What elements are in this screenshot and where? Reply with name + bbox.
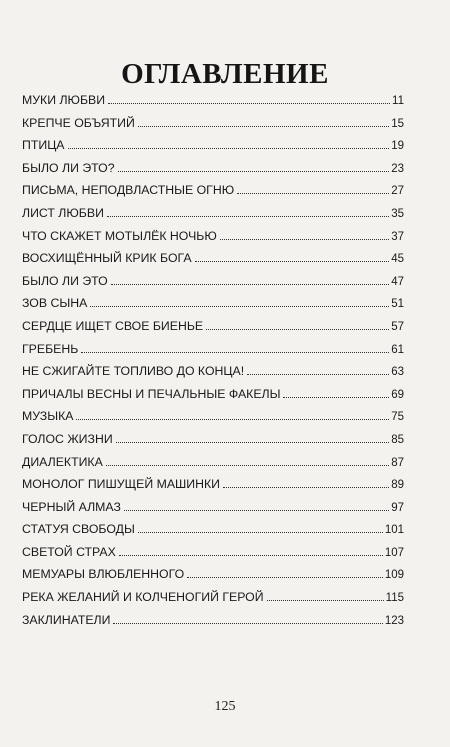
dot-leader [108, 103, 390, 104]
toc-entry [22, 518, 404, 541]
toc-entry-title: ПРИЧАЛЫ ВЕСНЫ И ПЕЧАЛЬНЫЕ ФАКЕЛЫ [22, 386, 281, 401]
toc-entry [22, 202, 404, 225]
toc-entry-page: 87 [391, 456, 404, 469]
toc-entry-page: 85 [391, 433, 404, 446]
toc-entry-page: 37 [391, 230, 404, 243]
toc-entry-title: СТАТУЯ СВОБОДЫ [22, 522, 135, 537]
dot-leader [111, 284, 390, 285]
toc-entry [22, 405, 404, 428]
page-number: 125 [214, 699, 236, 714]
toc-entry-page: 23 [391, 162, 404, 175]
toc-entry-page: 123 [384, 614, 404, 627]
toc-entry-title: НЕ СЖИГАЙТЕ ТОПЛИВО ДО КОНЦА! [22, 364, 245, 379]
toc-entry-page: 89 [391, 479, 404, 492]
toc-entry-title: МУЗЫКА [22, 409, 74, 424]
dot-leader [90, 306, 389, 307]
toc-entry-page: 69 [391, 388, 404, 401]
toc-entry-title: МОНОЛОГ ПИШУЩЕЙ МАШИНКИ [22, 477, 221, 492]
toc-entry-page: 35 [391, 207, 404, 220]
toc-entry-page: 97 [391, 501, 404, 514]
toc-entry-title: ЗАКЛИНАТЕЛИ [22, 612, 111, 627]
toc-entry-title: ПИСЬМА, НЕПОДВЛАСТНЫЕ ОГНЮ [22, 183, 235, 198]
toc-entry-page: 15 [391, 117, 404, 130]
dot-leader [138, 532, 383, 533]
toc-entry-title: БЫЛО ЛИ ЭТО? [22, 160, 115, 175]
toc-entry [22, 247, 404, 270]
toc-entry-title: СЕРДЦЕ ИЩЕТ СВОЕ БИЕНЬЕ [22, 318, 204, 333]
toc-entry [22, 473, 404, 496]
toc-entry-page: 47 [391, 275, 404, 288]
toc-entry-page: 101 [384, 524, 404, 537]
toc-entry-title: МУКИ ЛЮБВИ [22, 93, 106, 107]
toc-entry [22, 270, 404, 293]
toc-entry [22, 428, 404, 451]
toc-entry [22, 451, 404, 474]
toc-entry [22, 563, 404, 586]
toc-entry-title: ЛИСТ ЛЮБВИ [22, 205, 104, 220]
toc-entry [22, 541, 404, 564]
toc-entry-title: ГРЕБЕНЬ [22, 341, 79, 356]
toc-entry [22, 360, 404, 383]
toc-entry-title: ЗОВ СЫНА [22, 296, 88, 311]
dot-leader [247, 374, 389, 375]
toc-entry-title: ПТИЦА [22, 138, 65, 153]
toc-entry [22, 292, 404, 315]
dot-leader [237, 193, 389, 194]
dot-leader [187, 577, 383, 578]
toc-entry [22, 89, 404, 112]
toc-entry-title: ЧТО СКАЖЕТ МОТЫЛЁК НОЧЬЮ [22, 228, 217, 243]
toc-entry [22, 586, 404, 609]
page-title: ОГЛАВЛЕНИЕ [121, 58, 329, 90]
toc-entry [22, 112, 404, 135]
toc-entry-page: 63 [391, 366, 404, 379]
toc-entry-page: 51 [391, 298, 404, 311]
dot-leader [195, 261, 390, 262]
toc-entry-page: 11 [392, 95, 404, 107]
toc-entry-page: 75 [391, 411, 404, 424]
toc-entry-page: 61 [391, 343, 404, 356]
toc-entry [22, 496, 404, 519]
toc-entry-page: 109 [384, 569, 404, 582]
toc-entry-title: БЫЛО ЛИ ЭТО [22, 273, 108, 288]
dot-leader [107, 216, 389, 217]
toc-entry [22, 134, 404, 157]
dot-leader [223, 487, 389, 488]
toc-entry-page: 115 [385, 592, 404, 605]
toc-entry-title: РЕКА ЖЕЛАНИЙ И КОЛЧЕНОГИЙ ГЕРОЙ [22, 590, 264, 605]
toc-entry [22, 179, 404, 202]
toc-entry-title: ГОЛОС ЖИЗНИ [22, 431, 113, 446]
toc-entry [22, 157, 404, 180]
toc-entry-title: МЕМУАРЫ ВЛЮБЛЕННОГО [22, 567, 185, 582]
toc-entry-title: ВОСХИЩЁННЫЙ КРИК БОГА [22, 251, 192, 266]
toc-entry-page: 45 [391, 253, 404, 266]
toc-entry-page: 107 [384, 546, 404, 559]
toc-entry-title: ЧЕРНЫЙ АЛМАЗ [22, 499, 121, 514]
toc-entry [22, 225, 404, 248]
dot-leader [283, 397, 389, 398]
dot-leader [206, 329, 389, 330]
toc-entry-page: 57 [391, 320, 404, 333]
toc-entry [22, 609, 404, 632]
dot-leader [113, 623, 382, 624]
dot-leader [138, 126, 389, 127]
dot-leader [124, 510, 389, 511]
dot-leader [119, 555, 383, 556]
dot-leader [267, 600, 384, 601]
toc-entry-page: 19 [391, 140, 404, 153]
toc-entry-page: 27 [391, 185, 404, 198]
dot-leader [81, 352, 389, 353]
dot-leader [106, 465, 389, 466]
toc-entry-title: КРЕПЧЕ ОБЪЯТИЙ [22, 115, 135, 130]
toc-entry-title: ДИАЛЕКТИКА [22, 454, 103, 469]
dot-leader [116, 442, 390, 443]
toc-entry-title: СВЕТОЙ СТРАХ [22, 544, 116, 559]
dot-leader [76, 419, 389, 420]
toc-entry [22, 383, 404, 406]
table-of-contents [22, 89, 404, 631]
dot-leader [220, 239, 389, 240]
dot-leader [118, 171, 390, 172]
toc-entry [22, 338, 404, 361]
dot-leader [68, 148, 390, 149]
toc-entry [22, 315, 404, 338]
